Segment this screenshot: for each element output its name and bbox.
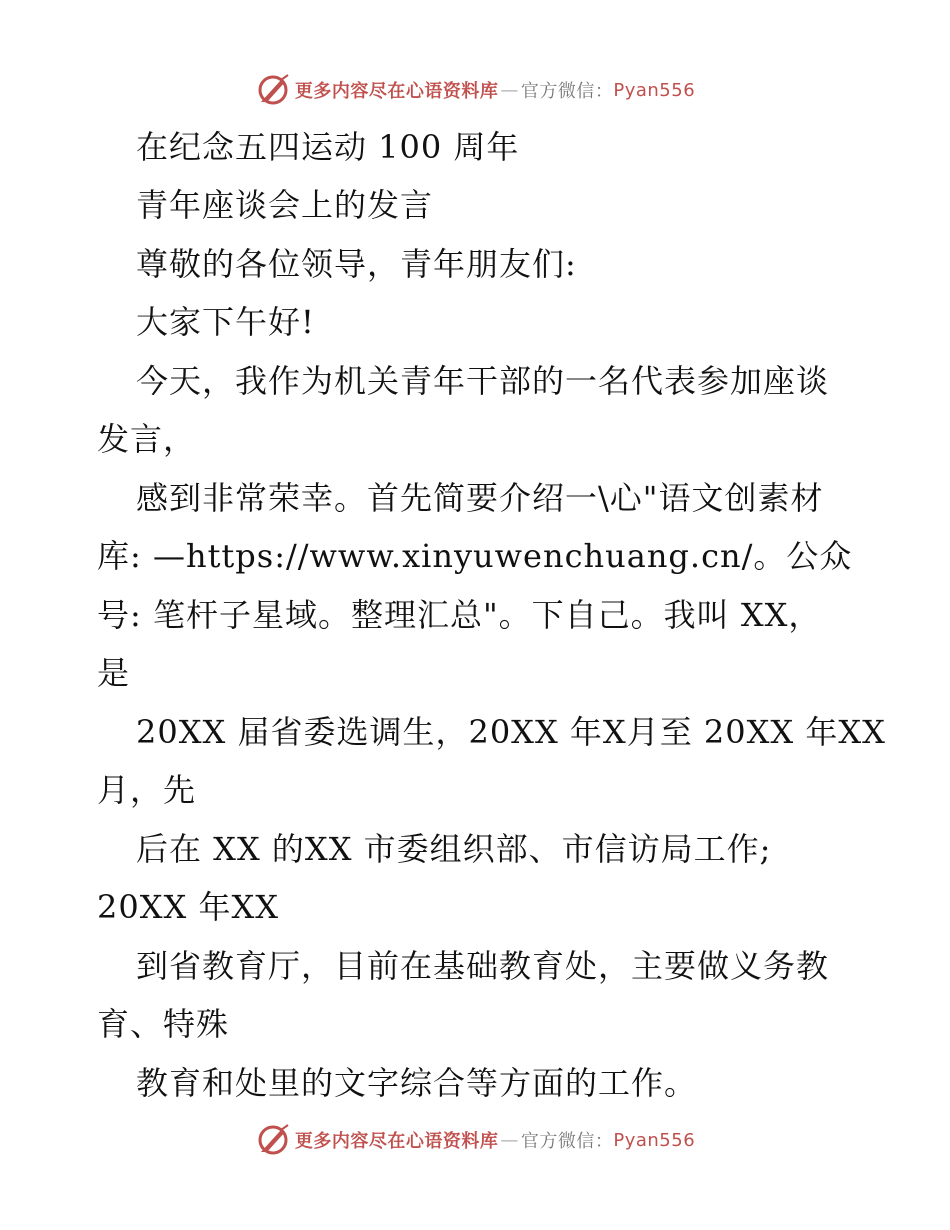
salutation-line: 尊敬的各位领导，青年朋友们: — [136, 245, 577, 283]
title-line-2: 青年座谈会上的发言 — [136, 186, 434, 224]
watermark-brand-text: 更多内容尽在心语资料库 — [294, 81, 499, 102]
header-watermark — [0, 68, 950, 112]
watermark-official-label: 官方微信： — [520, 81, 614, 102]
title-line-1: 在纪念五四运动 100 周年 — [136, 128, 520, 166]
paragraph-line: 今天，我作为机关青年干部的一名代表参加座谈 — [136, 362, 830, 400]
paragraph-line: 育、特殊 — [97, 1005, 230, 1043]
quill-logo-icon — [255, 1122, 291, 1158]
watermark-official-label: 官方微信： — [520, 1131, 614, 1152]
quill-logo-icon — [255, 72, 291, 108]
paragraph-line: 教育和处里的文字综合等方面的工作。 — [136, 1064, 698, 1102]
watermark-account-id: Pyan556 — [613, 79, 696, 101]
paragraph-line: 库: —https://www.xinyuwenchuang.cn/。公众 — [97, 537, 853, 575]
watermark-brand-text: 更多内容尽在心语资料库 — [294, 1131, 499, 1152]
paragraph-line: 是 — [97, 654, 131, 692]
paragraph-line: 发言， — [97, 420, 197, 458]
footer-watermark — [0, 1118, 950, 1162]
paragraph-line: 感到非常荣幸。首先简要介绍一\心"语文创素材 — [136, 479, 824, 517]
watermark-dash: — — [500, 1129, 519, 1151]
paragraph-line: 到省教育厅，目前在基础教育处，主要做义务教 — [136, 947, 830, 985]
paragraph-line: 20XX 年XX — [97, 888, 280, 926]
paragraph-line: 号: 笔杆子星域。整理汇总"。下自己。我叫 XX， — [97, 596, 822, 634]
paragraph-line: 后在 XX 的XX 市委组织部、市信访局工作; — [136, 830, 772, 868]
paragraph-line: 月，先 — [97, 771, 197, 809]
watermark-account-id: Pyan556 — [613, 1129, 696, 1151]
paragraph-line: 20XX 届省委选调生，20XX 年X月至 20XX 年XX — [136, 713, 886, 751]
watermark-dash: — — [500, 79, 519, 101]
greeting-line: 大家下午好! — [136, 303, 315, 341]
